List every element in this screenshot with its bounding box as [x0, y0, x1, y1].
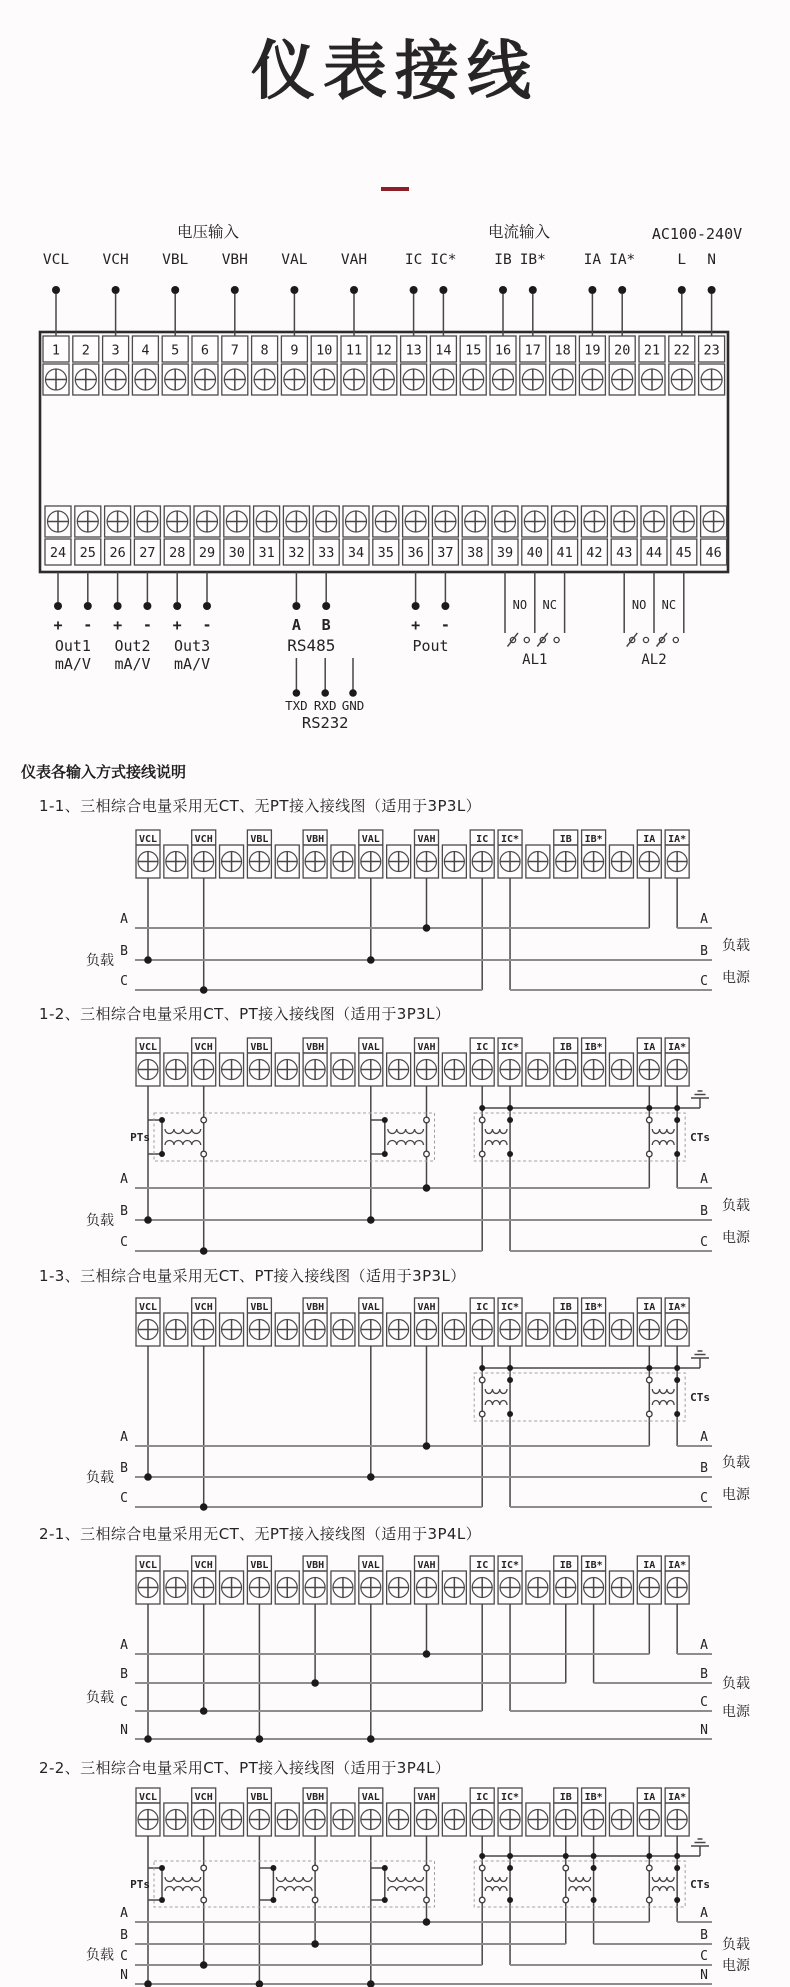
svg-text:负载: 负载 — [722, 1937, 750, 1953]
svg-text:17: 17 — [524, 342, 541, 359]
svg-text:VAH: VAH — [417, 1560, 436, 1571]
svg-text:C: C — [120, 1491, 128, 1506]
svg-text:27: 27 — [139, 545, 156, 561]
svg-text:VCH: VCH — [194, 1042, 213, 1053]
svg-text:14: 14 — [435, 342, 452, 359]
svg-text:VAL: VAL — [361, 1042, 380, 1053]
svg-text:3: 3 — [111, 342, 120, 359]
svg-text:VBH: VBH — [306, 834, 325, 845]
svg-text:A: A — [120, 1906, 128, 1921]
svg-text:IA: IA — [643, 1792, 656, 1803]
svg-text:11: 11 — [345, 342, 363, 359]
svg-text:C: C — [700, 974, 708, 989]
svg-text:NO: NO — [512, 598, 528, 612]
svg-text:N: N — [707, 252, 716, 268]
svg-text:VCL: VCL — [42, 252, 70, 268]
svg-text:CTs: CTs — [690, 1391, 711, 1404]
svg-text:IA: IA — [643, 1560, 656, 1571]
svg-text:46: 46 — [705, 545, 722, 561]
svg-text:RS232: RS232 — [301, 714, 349, 732]
svg-text:电源: 电源 — [722, 970, 750, 986]
svg-text:IB: IB — [494, 252, 512, 268]
svg-text:+: + — [172, 616, 182, 634]
svg-text:负载: 负载 — [722, 1198, 750, 1214]
svg-text:6: 6 — [200, 342, 210, 359]
svg-text:C: C — [700, 1695, 708, 1710]
svg-text:38: 38 — [467, 545, 484, 561]
svg-text:VCL: VCL — [138, 1042, 158, 1053]
svg-text:36: 36 — [407, 545, 424, 561]
svg-text:负载: 负载 — [86, 1470, 114, 1486]
diagram-2-1-heading: 2-1、三相综合电量采用无CT、无PT接入接线图（适用于3P4L） — [39, 1525, 482, 1543]
diagram-1-1-heading: 1-1、三相综合电量采用无CT、无PT接入接线图（适用于3P3L） — [39, 797, 482, 815]
svg-text:mA/V: mA/V — [54, 655, 91, 673]
svg-text:IA: IA — [643, 834, 656, 845]
svg-text:39: 39 — [496, 545, 514, 561]
svg-text:+: + — [113, 616, 123, 634]
svg-text:IA: IA — [643, 1302, 656, 1313]
svg-text:B: B — [321, 616, 331, 634]
svg-text:VAH: VAH — [417, 1302, 436, 1313]
svg-text:VBL: VBL — [250, 1560, 269, 1571]
svg-text:电压输入: 电压输入 — [176, 223, 240, 241]
svg-text:IC: IC — [476, 1792, 489, 1803]
svg-text:IB*: IB* — [584, 1302, 603, 1313]
svg-text:电源: 电源 — [722, 1958, 750, 1974]
svg-text:B: B — [700, 1667, 708, 1682]
svg-text:2: 2 — [81, 342, 90, 359]
svg-text:B: B — [700, 944, 708, 959]
svg-text:AL2: AL2 — [641, 652, 667, 668]
svg-text:18: 18 — [554, 342, 571, 359]
svg-text:+: + — [53, 616, 63, 634]
svg-text:VCL: VCL — [138, 1302, 158, 1313]
svg-text:VAH: VAH — [417, 1792, 436, 1803]
svg-text:A: A — [700, 912, 708, 927]
svg-text:VAH: VAH — [417, 834, 436, 845]
svg-text:VBH: VBH — [306, 1560, 325, 1571]
svg-text:VAH: VAH — [417, 1042, 436, 1053]
svg-text:NC: NC — [542, 598, 557, 612]
svg-text:B: B — [120, 1204, 128, 1219]
svg-text:20: 20 — [614, 342, 631, 359]
svg-text:CTs: CTs — [690, 1131, 711, 1144]
svg-text:VBL: VBL — [250, 834, 269, 845]
diagram-1-2-heading: 1-2、三相综合电量采用CT、PT接入接线图（适用于3P3L） — [39, 1005, 451, 1023]
svg-text:37: 37 — [437, 545, 454, 561]
wiring-section-heading: 仪表各输入方式接线说明 — [21, 763, 187, 781]
svg-text:C: C — [700, 1235, 708, 1250]
svg-text:B: B — [700, 1204, 708, 1219]
svg-text:44: 44 — [645, 545, 663, 561]
svg-text:IB*: IB* — [584, 1042, 603, 1053]
svg-text:A: A — [700, 1430, 708, 1445]
svg-text:IC*: IC* — [501, 1302, 520, 1313]
svg-text:A: A — [700, 1638, 708, 1653]
svg-text:13: 13 — [405, 342, 422, 359]
svg-text:+: + — [411, 616, 421, 634]
svg-text:40: 40 — [526, 545, 543, 561]
svg-text:电源: 电源 — [722, 1230, 750, 1246]
svg-text:VCH: VCH — [194, 1302, 213, 1313]
svg-text:VAL: VAL — [361, 1792, 380, 1803]
svg-text:IC*: IC* — [501, 1042, 520, 1053]
svg-text:N: N — [120, 1968, 128, 1983]
svg-text:VAL: VAL — [361, 1302, 380, 1313]
svg-text:PTs: PTs — [130, 1131, 150, 1144]
svg-text:24: 24 — [49, 545, 67, 561]
svg-text:B: B — [700, 1928, 708, 1943]
svg-text:28: 28 — [169, 545, 186, 561]
svg-text:33: 33 — [318, 545, 335, 561]
svg-text:-: - — [83, 616, 93, 634]
svg-text:C: C — [700, 1491, 708, 1506]
svg-text:C: C — [120, 1695, 128, 1710]
svg-text:RXD: RXD — [313, 698, 337, 713]
svg-text:VAL: VAL — [281, 252, 308, 268]
svg-text:43: 43 — [616, 545, 633, 561]
svg-text:19: 19 — [584, 342, 601, 359]
svg-text:IA*: IA* — [668, 1302, 687, 1313]
svg-text:Out1: Out1 — [54, 637, 91, 655]
svg-text:VBH: VBH — [306, 1302, 325, 1313]
svg-text:负载: 负载 — [86, 1213, 114, 1229]
svg-text:IC: IC — [404, 252, 423, 268]
svg-text:负载: 负载 — [86, 1947, 114, 1964]
svg-text:A: A — [120, 1172, 128, 1187]
svg-text:29: 29 — [198, 545, 216, 561]
svg-text:A: A — [120, 1430, 128, 1445]
svg-text:23: 23 — [703, 342, 720, 359]
svg-text:IB*: IB* — [584, 1792, 603, 1803]
svg-text:31: 31 — [258, 545, 275, 561]
svg-text:IB: IB — [559, 1302, 572, 1313]
svg-text:IA: IA — [643, 1042, 656, 1053]
svg-text:RS485: RS485 — [287, 636, 336, 655]
svg-text:VBH: VBH — [221, 252, 248, 268]
svg-text:电源: 电源 — [722, 1704, 750, 1720]
svg-text:VBL: VBL — [250, 1042, 269, 1053]
svg-text:C: C — [120, 974, 128, 989]
svg-text:-: - — [202, 616, 212, 634]
svg-text:C: C — [120, 1235, 128, 1250]
svg-text:mA/V: mA/V — [114, 655, 151, 673]
svg-text:VCH: VCH — [194, 834, 213, 845]
svg-text:IC: IC — [476, 1302, 489, 1313]
svg-text:IA*: IA* — [609, 252, 636, 268]
svg-text:IC*: IC* — [501, 1792, 520, 1803]
svg-text:N: N — [700, 1723, 708, 1738]
svg-text:VAL: VAL — [361, 834, 380, 845]
svg-text:C: C — [120, 1949, 128, 1964]
svg-text:35: 35 — [377, 545, 394, 561]
svg-text:NC: NC — [661, 598, 677, 612]
svg-text:B: B — [700, 1461, 708, 1476]
svg-text:IC: IC — [476, 834, 489, 845]
svg-text:VBH: VBH — [306, 1792, 325, 1803]
svg-text:32: 32 — [288, 545, 305, 561]
svg-text:IA*: IA* — [668, 1042, 687, 1053]
svg-text:9: 9 — [290, 342, 299, 359]
svg-text:25: 25 — [79, 545, 96, 561]
svg-text:IA*: IA* — [668, 1792, 687, 1803]
svg-text:26: 26 — [109, 545, 126, 561]
svg-text:7: 7 — [230, 342, 239, 359]
svg-text:N: N — [700, 1968, 708, 1983]
svg-text:8: 8 — [260, 342, 269, 359]
svg-text:B: B — [120, 1461, 128, 1476]
svg-text:A: A — [120, 912, 128, 927]
svg-text:34: 34 — [347, 545, 365, 561]
svg-text:IC: IC — [476, 1042, 489, 1053]
svg-text:IA*: IA* — [668, 1560, 687, 1571]
svg-text:负载: 负载 — [722, 938, 750, 954]
page-title: 仪表接线 — [251, 35, 539, 109]
svg-text:AC100-240V: AC100-240V — [651, 225, 743, 243]
svg-text:45: 45 — [675, 545, 692, 561]
svg-text:IC*: IC* — [501, 834, 520, 845]
svg-text:42: 42 — [586, 545, 603, 561]
svg-text:15: 15 — [465, 342, 482, 359]
svg-text:-: - — [142, 616, 152, 634]
svg-text:mA/V: mA/V — [174, 655, 211, 673]
svg-text:VCH: VCH — [194, 1792, 213, 1803]
svg-text:30: 30 — [228, 545, 245, 561]
svg-text:L: L — [677, 252, 687, 268]
svg-text:5: 5 — [171, 342, 180, 359]
svg-text:10: 10 — [316, 342, 333, 359]
svg-text:IB*: IB* — [584, 834, 603, 845]
svg-text:IB: IB — [559, 1560, 572, 1571]
svg-text:VBL: VBL — [162, 252, 189, 268]
svg-text:Pout: Pout — [412, 637, 449, 655]
svg-text:CTs: CTs — [690, 1878, 711, 1891]
svg-text:GND: GND — [341, 698, 365, 713]
svg-text:VAL: VAL — [361, 1560, 380, 1571]
svg-text:电源: 电源 — [722, 1487, 750, 1503]
svg-text:IB: IB — [559, 1792, 572, 1803]
svg-text:IB: IB — [559, 1042, 572, 1053]
svg-text:NO: NO — [631, 598, 647, 612]
svg-text:A: A — [120, 1638, 128, 1653]
svg-text:4: 4 — [141, 342, 150, 359]
svg-text:PTs: PTs — [130, 1878, 150, 1891]
svg-text:IB: IB — [559, 834, 572, 845]
svg-text:B: B — [120, 1667, 128, 1682]
svg-text:22: 22 — [673, 342, 690, 359]
svg-text:TXD: TXD — [285, 698, 308, 713]
svg-text:A: A — [291, 616, 301, 634]
svg-text:12: 12 — [375, 342, 392, 359]
svg-text:负载: 负载 — [722, 1676, 750, 1692]
svg-text:VBL: VBL — [250, 1792, 269, 1803]
svg-text:-: - — [440, 616, 450, 634]
diagram-2-2-heading: 2-2、三相综合电量采用CT、PT接入接线图（适用于3P4L） — [39, 1759, 451, 1777]
svg-text:IA: IA — [583, 252, 602, 268]
svg-text:Out2: Out2 — [114, 637, 151, 655]
svg-text:IB*: IB* — [519, 252, 546, 268]
svg-text:C: C — [700, 1949, 708, 1964]
svg-text:16: 16 — [494, 342, 512, 359]
svg-text:VCH: VCH — [194, 1560, 213, 1571]
svg-text:B: B — [120, 1928, 128, 1943]
svg-text:负载: 负载 — [722, 1455, 750, 1471]
svg-text:IC*: IC* — [430, 252, 457, 268]
svg-text:VCL: VCL — [138, 1792, 158, 1803]
svg-text:A: A — [700, 1172, 708, 1187]
svg-text:Out3: Out3 — [174, 637, 211, 655]
svg-text:VBH: VBH — [306, 1042, 325, 1053]
svg-text:VBL: VBL — [250, 1302, 269, 1313]
svg-text:41: 41 — [556, 545, 573, 561]
svg-text:电流输入: 电流输入 — [487, 223, 551, 241]
svg-text:负载: 负载 — [86, 953, 114, 969]
svg-text:VCL: VCL — [138, 1560, 158, 1571]
svg-text:IA*: IA* — [668, 834, 687, 845]
svg-text:AL1: AL1 — [522, 652, 548, 668]
svg-text:1: 1 — [51, 342, 61, 359]
svg-text:VAH: VAH — [340, 252, 368, 268]
svg-text:IC*: IC* — [501, 1560, 520, 1571]
svg-text:B: B — [120, 944, 128, 959]
svg-text:IB*: IB* — [584, 1560, 603, 1571]
svg-text:VCH: VCH — [102, 252, 129, 268]
svg-text:N: N — [120, 1723, 128, 1738]
svg-text:负载: 负载 — [86, 1690, 114, 1706]
svg-text:VCL: VCL — [138, 834, 158, 845]
svg-text:IC: IC — [476, 1560, 489, 1571]
svg-text:21: 21 — [643, 342, 661, 359]
svg-text:A: A — [700, 1906, 708, 1921]
diagram-1-3-heading: 1-3、三相综合电量采用无CT、PT接入接线图（适用于3P3L） — [39, 1267, 466, 1285]
